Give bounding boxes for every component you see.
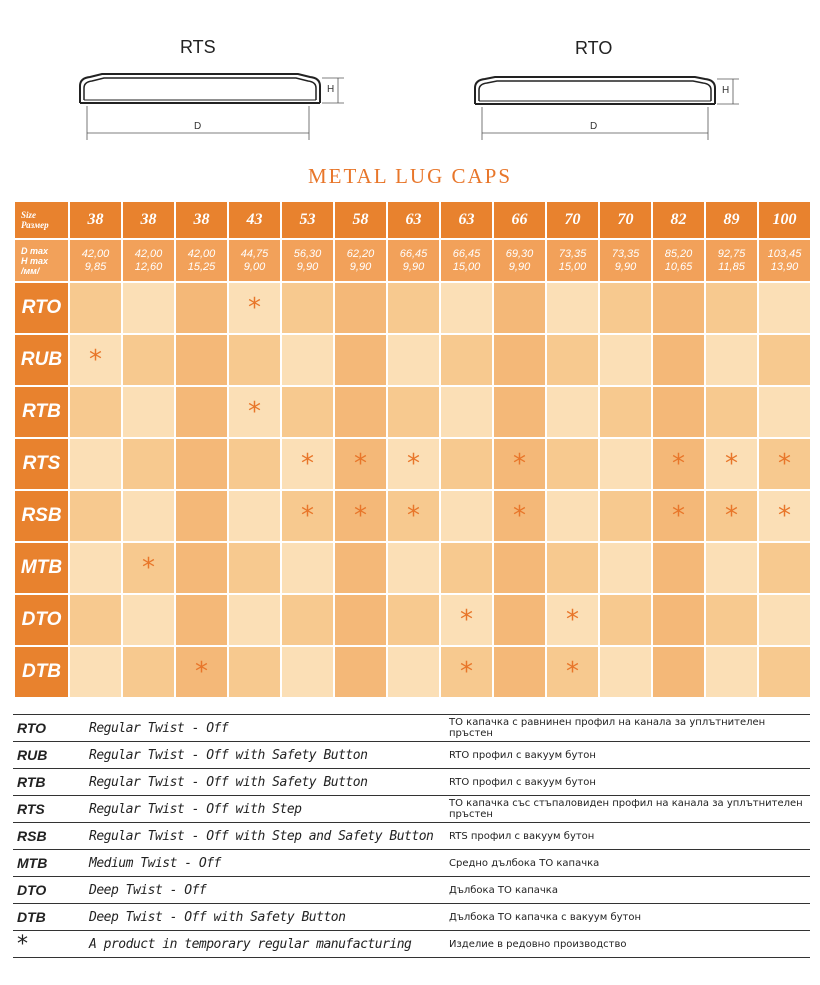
table-row	[15, 647, 810, 697]
legend-row	[13, 877, 810, 904]
availability-mark: *	[672, 501, 685, 531]
h-max-value: 9,90	[614, 260, 637, 273]
table-cell	[388, 491, 439, 541]
size-cell: 38	[70, 202, 121, 238]
table-cell	[441, 335, 492, 385]
availability-mark: *	[301, 501, 314, 531]
table-cell	[494, 647, 545, 697]
table-cell	[547, 387, 598, 437]
d-max-value: 42,00	[81, 247, 110, 260]
table-cell	[441, 387, 492, 437]
row-code-dtb: DTB	[15, 647, 68, 697]
table-cell	[176, 647, 227, 697]
dimension-cell	[653, 240, 704, 281]
legend-row	[13, 742, 810, 769]
h-max-value: 9,90	[402, 260, 425, 273]
h-max-value: 9,90	[508, 260, 531, 273]
table-cell	[494, 439, 545, 489]
table-cell	[547, 543, 598, 593]
table-cell	[547, 491, 598, 541]
size-cell: 70	[600, 202, 651, 238]
table-cell	[388, 647, 439, 697]
d-max-value: 103,45	[767, 247, 802, 260]
table-cell	[706, 283, 757, 333]
table-row	[15, 595, 810, 645]
table-cell	[70, 335, 121, 385]
row-code-dto: DTO	[15, 595, 68, 645]
table-cell	[229, 543, 280, 593]
table-cell	[759, 595, 810, 645]
legend-code: RSB	[13, 823, 89, 850]
table-cell	[600, 439, 651, 489]
d-max-value: 66,45	[399, 247, 428, 260]
caps-table	[13, 200, 812, 699]
rts-d-label: D	[194, 121, 202, 132]
size-cell: 58	[335, 202, 386, 238]
row-code-rto: RTO	[15, 283, 68, 333]
table-cell	[70, 543, 121, 593]
h-max-value: 9,90	[349, 260, 372, 273]
table-cell	[494, 543, 545, 593]
table-row	[15, 335, 810, 385]
dimension-cell	[70, 240, 121, 281]
h-max-value: 10,65	[664, 260, 693, 273]
table-row	[15, 387, 810, 437]
table-cell	[600, 491, 651, 541]
table-cell	[494, 387, 545, 437]
table-cell	[441, 491, 492, 541]
legend-bulgarian: RTS профил с вакуум бутон	[449, 823, 810, 850]
table-cell	[388, 439, 439, 489]
dimension-cell	[759, 240, 810, 281]
rts-h-label: H	[327, 84, 335, 95]
table-cell	[706, 387, 757, 437]
table-cell	[70, 491, 121, 541]
table-cell	[229, 283, 280, 333]
table-row	[15, 439, 810, 489]
availability-mark: *	[778, 449, 791, 479]
availability-mark: *	[672, 449, 685, 479]
dimension-header-label: H max	[21, 255, 49, 266]
table-cell	[706, 595, 757, 645]
table-cell	[335, 387, 386, 437]
legend-bulgarian: RTO профил с вакуум бутон	[449, 769, 810, 796]
table-cell	[653, 387, 704, 437]
legend-bulgarian: Дълбока ТО капачка	[449, 877, 810, 904]
table-cell	[123, 335, 174, 385]
table-cell	[653, 543, 704, 593]
size-cell: 66	[494, 202, 545, 238]
h-max-value: 13,90	[770, 260, 799, 273]
legend-code: *	[13, 931, 89, 958]
page-title: METAL LUG CAPS	[307, 164, 513, 188]
legend-table	[13, 714, 810, 958]
table-cell	[600, 647, 651, 697]
table-cell	[335, 491, 386, 541]
size-header-label: Size	[21, 210, 37, 220]
legend-code: MTB	[13, 850, 89, 877]
legend-english: Regular Twist - Off with Safety Button	[89, 769, 449, 796]
table-cell	[335, 647, 386, 697]
table-cell	[282, 387, 333, 437]
availability-mark: *	[407, 501, 420, 531]
table-cell	[653, 647, 704, 697]
legend-english: Regular Twist - Off with Step	[89, 796, 449, 823]
h-max-value: 11,85	[718, 260, 745, 273]
availability-mark: *	[725, 449, 738, 479]
table-cell	[388, 595, 439, 645]
availability-mark: *	[725, 501, 738, 531]
table-cell	[653, 595, 704, 645]
d-max-value: 42,00	[134, 247, 163, 260]
legend-row	[13, 850, 810, 877]
rts-diagram-title: RTS	[180, 37, 216, 57]
legend-bulgarian: Средно дълбока ТО капачка	[449, 850, 810, 877]
table-cell	[759, 543, 810, 593]
table-cell	[282, 439, 333, 489]
dimension-row	[15, 240, 810, 281]
size-header-cell	[15, 202, 68, 238]
legend-row	[13, 904, 810, 931]
d-max-value: 69,30	[505, 247, 534, 260]
table-cell	[547, 595, 598, 645]
size-cell: 63	[441, 202, 492, 238]
h-max-value: 12,60	[134, 260, 163, 273]
table-cell	[547, 647, 598, 697]
legend-row	[13, 796, 810, 823]
d-max-value: 62,20	[346, 247, 375, 260]
table-cell	[547, 335, 598, 385]
table-cell	[229, 491, 280, 541]
d-max-value: 42,00	[187, 247, 216, 260]
dimension-cell	[494, 240, 545, 281]
table-cell	[176, 543, 227, 593]
size-cell: 100	[759, 202, 810, 238]
row-code-mtb: MTB	[15, 543, 68, 593]
dimension-cell	[229, 240, 280, 281]
table-cell	[600, 387, 651, 437]
table-cell	[176, 491, 227, 541]
size-cell: 38	[123, 202, 174, 238]
rto-cap-drawing	[455, 0, 755, 150]
availability-mark: *	[89, 345, 102, 375]
table-cell	[70, 595, 121, 645]
table-cell	[547, 283, 598, 333]
dimension-cell	[706, 240, 757, 281]
table-cell	[70, 283, 121, 333]
legend-english: Deep Twist - Off with Safety Button	[89, 904, 449, 931]
legend-bulgarian: Изделие в редовно производство	[449, 931, 810, 958]
table-row	[15, 491, 810, 541]
legend-code: DTB	[13, 904, 89, 931]
availability-mark: *	[354, 501, 367, 531]
table-cell	[229, 387, 280, 437]
table-cell	[653, 335, 704, 385]
availability-mark: *	[195, 657, 208, 687]
table-cell	[70, 439, 121, 489]
table-cell	[600, 335, 651, 385]
table-cell	[229, 335, 280, 385]
size-cell: 53	[282, 202, 333, 238]
table-cell	[494, 595, 545, 645]
d-max-value: 73,35	[611, 247, 640, 260]
table-cell	[600, 283, 651, 333]
legend-english: Regular Twist - Off with Step and Safety Button	[89, 823, 449, 850]
legend-english: Deep Twist - Off	[89, 877, 449, 904]
legend-code: DTO	[13, 877, 89, 904]
table-cell	[653, 439, 704, 489]
table-cell	[335, 283, 386, 333]
table-cell	[282, 595, 333, 645]
table-cell	[441, 647, 492, 697]
table-cell	[706, 543, 757, 593]
table-cell	[759, 439, 810, 489]
legend-bulgarian: ТО капачка със стъпаловиден профил на канала за уплътнителен пръстен	[449, 796, 810, 823]
legend-row	[13, 715, 810, 742]
availability-mark: *	[513, 449, 526, 479]
dimension-cell	[388, 240, 439, 281]
table-cell	[600, 595, 651, 645]
table-cell	[123, 283, 174, 333]
table-cell	[388, 543, 439, 593]
table-cell	[282, 491, 333, 541]
legend-english: Regular Twist - Off	[89, 715, 449, 742]
table-cell	[759, 335, 810, 385]
table-cell	[282, 543, 333, 593]
table-cell	[706, 439, 757, 489]
row-code-rtb: RTB	[15, 387, 68, 437]
legend-code: RUB	[13, 742, 89, 769]
availability-mark: *	[407, 449, 420, 479]
table-row	[15, 283, 810, 333]
table-cell	[229, 595, 280, 645]
table-cell	[123, 439, 174, 489]
rts-cap-drawing	[60, 0, 360, 150]
availability-mark: *	[460, 657, 473, 687]
legend-row	[13, 931, 810, 958]
legend-row	[13, 823, 810, 850]
size-cell: 70	[547, 202, 598, 238]
availability-mark: *	[460, 605, 473, 635]
table-cell	[388, 283, 439, 333]
table-cell	[176, 335, 227, 385]
h-max-value: 9,00	[243, 260, 266, 273]
row-code-rub: RUB	[15, 335, 68, 385]
availability-mark: *	[778, 501, 791, 531]
d-max-value: 44,75	[240, 247, 269, 260]
table-cell	[335, 439, 386, 489]
size-row	[15, 202, 810, 238]
dimension-header-label: /мм/	[21, 265, 40, 276]
d-max-value: 92,75	[717, 247, 746, 260]
legend-bulgarian: Дълбока ТО капачка с вакуум бутон	[449, 904, 810, 931]
legend-english: A product in temporary regular manufacturing	[89, 931, 449, 958]
table-cell	[706, 647, 757, 697]
table-cell	[759, 647, 810, 697]
legend-english: Medium Twist - Off	[89, 850, 449, 877]
table-cell	[653, 491, 704, 541]
rto-h-label: H	[722, 85, 730, 96]
rts-diagram	[60, 0, 360, 150]
table-cell	[282, 335, 333, 385]
h-max-value: 9,85	[84, 260, 107, 273]
legend-english: Regular Twist - Off with Safety Button	[89, 742, 449, 769]
dimension-header-cell	[15, 240, 68, 281]
table-cell	[441, 439, 492, 489]
dimension-cell	[282, 240, 333, 281]
table-cell	[494, 491, 545, 541]
availability-mark: *	[248, 397, 261, 427]
h-max-value: 15,00	[558, 260, 587, 273]
table-cell	[388, 335, 439, 385]
table-cell	[123, 595, 174, 645]
table-cell	[176, 387, 227, 437]
table-cell	[706, 491, 757, 541]
table-cell	[547, 439, 598, 489]
table-cell	[176, 595, 227, 645]
size-cell: 43	[229, 202, 280, 238]
table-cell	[335, 543, 386, 593]
table-cell	[494, 335, 545, 385]
legend-code: RTB	[13, 769, 89, 796]
legend-bulgarian: RTO профил с вакуум бутон	[449, 742, 810, 769]
table-cell	[229, 439, 280, 489]
size-cell: 82	[653, 202, 704, 238]
table-cell	[441, 543, 492, 593]
h-max-value: 15,25	[187, 260, 216, 273]
table-cell	[176, 283, 227, 333]
table-cell	[441, 595, 492, 645]
table-cell	[70, 647, 121, 697]
table-cell	[600, 543, 651, 593]
table-cell	[123, 387, 174, 437]
table-cell	[335, 595, 386, 645]
table-cell	[706, 335, 757, 385]
h-max-value: 15,00	[452, 260, 481, 273]
size-cell: 38	[176, 202, 227, 238]
table-cell	[176, 439, 227, 489]
dimension-header-label: D max	[21, 245, 49, 256]
table-cell	[282, 283, 333, 333]
table-cell	[229, 647, 280, 697]
legend-bulgarian: ТО капачка с равнинен профил на канала за уплътнителен пръстен	[449, 715, 810, 742]
table-cell	[123, 491, 174, 541]
legend-code: RTS	[13, 796, 89, 823]
table-cell	[653, 283, 704, 333]
d-max-value: 56,30	[293, 247, 322, 260]
d-max-value: 85,20	[664, 247, 693, 260]
h-max-value: 9,90	[296, 260, 319, 273]
size-cell: 63	[388, 202, 439, 238]
table-cell	[759, 491, 810, 541]
dimension-cell	[176, 240, 227, 281]
availability-mark: *	[301, 449, 314, 479]
table-cell	[335, 335, 386, 385]
rto-diagram	[455, 0, 755, 150]
availability-mark: *	[142, 553, 155, 583]
dimension-cell	[441, 240, 492, 281]
row-code-rts: RTS	[15, 439, 68, 489]
legend-row	[13, 769, 810, 796]
table-row	[15, 543, 810, 593]
legend-code: RTO	[13, 715, 89, 742]
d-max-value: 66,45	[452, 247, 481, 260]
dimension-cell	[123, 240, 174, 281]
row-code-rsb: RSB	[15, 491, 68, 541]
table-cell	[282, 647, 333, 697]
table-cell	[123, 543, 174, 593]
table-cell	[759, 387, 810, 437]
availability-mark: *	[566, 605, 579, 635]
table-cell	[123, 647, 174, 697]
table-cell	[494, 283, 545, 333]
size-header-label: Размер	[21, 220, 49, 230]
size-cell: 89	[706, 202, 757, 238]
rto-d-label: D	[590, 121, 598, 132]
availability-mark: *	[513, 501, 526, 531]
dimension-cell	[600, 240, 651, 281]
dimension-cell	[547, 240, 598, 281]
rto-diagram-title: RTO	[575, 38, 613, 58]
dimension-cell	[335, 240, 386, 281]
d-max-value: 73,35	[558, 247, 587, 260]
table-cell	[441, 283, 492, 333]
table-cell	[70, 387, 121, 437]
table-cell	[388, 387, 439, 437]
availability-mark: *	[566, 657, 579, 687]
availability-mark: *	[354, 449, 367, 479]
availability-mark: *	[248, 293, 261, 323]
table-cell	[759, 283, 810, 333]
